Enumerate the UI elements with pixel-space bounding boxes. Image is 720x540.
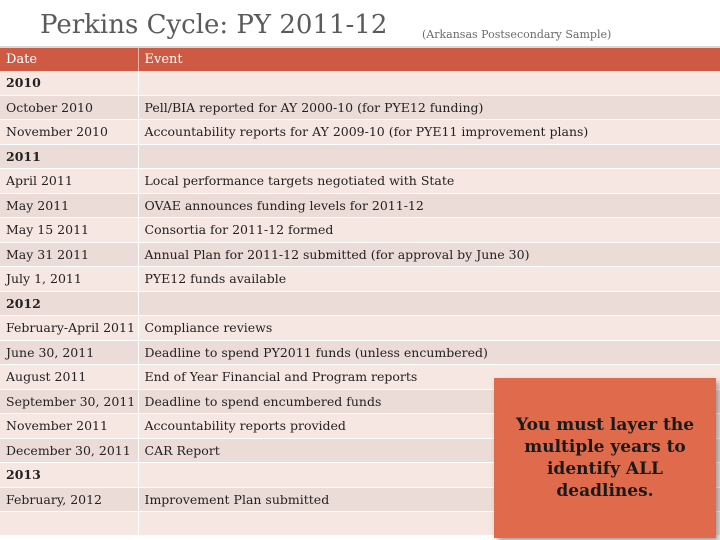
year-group-row <box>0 144 720 169</box>
callout-note: You must layer the multiple years to identify ALL deadlines. <box>494 378 716 538</box>
event-cell: Deadline to spend encumbered funds <box>138 389 720 414</box>
event-cell: Compliance reviews <box>138 316 720 341</box>
column-header-date: Date <box>0 48 138 71</box>
event-cell: Accountability reports for AY 2009-10 (for PYE11 improvement plans) <box>138 120 720 145</box>
event-cell <box>138 291 720 316</box>
date-cell: May 2011 <box>0 193 138 218</box>
table-header-row <box>0 48 720 71</box>
event-cell <box>138 144 720 169</box>
title-bar <box>0 0 720 49</box>
column-header-event: Event <box>138 48 720 71</box>
year-group-row <box>0 291 720 316</box>
table-row <box>0 267 720 292</box>
year-group-row <box>0 71 720 95</box>
table-row <box>0 120 720 145</box>
date-cell: November 2010 <box>0 120 138 145</box>
date-cell: February, 2012 <box>0 487 138 512</box>
date-cell: June 30, 2011 <box>0 340 138 365</box>
year-label: 2012 <box>0 291 138 316</box>
date-cell: September 30, 2011 <box>0 389 138 414</box>
date-cell: February-April 2011 <box>0 316 138 341</box>
event-cell: End of Year Financial and Program reports <box>138 365 720 390</box>
event-cell: Accountability reports provided <box>138 414 720 439</box>
event-cell: Local performance targets negotiated with State <box>138 169 720 194</box>
year-label: 2011 <box>0 144 138 169</box>
event-cell: Annual Plan for 2011-12 submitted (for approval by June 30) <box>138 242 720 267</box>
table-row <box>0 340 720 365</box>
date-cell: August 2011 <box>0 365 138 390</box>
event-cell: Pell/BIA reported for AY 2000-10 (for PYE12 funding) <box>138 95 720 120</box>
year-label: 2010 <box>0 71 138 95</box>
event-cell: Consortia for 2011-12 formed <box>138 218 720 243</box>
year-label: 2013 <box>0 463 138 488</box>
table-row <box>0 242 720 267</box>
date-cell <box>0 512 138 536</box>
date-cell: July 1, 2011 <box>0 267 138 292</box>
event-cell: Deadline to spend PY2011 funds (unless encumbered) <box>138 340 720 365</box>
date-cell: October 2010 <box>0 95 138 120</box>
table-row <box>0 169 720 194</box>
date-cell: November 2011 <box>0 414 138 439</box>
table-row <box>0 218 720 243</box>
event-cell: PYE12 funds available <box>138 267 720 292</box>
event-cell <box>138 71 720 95</box>
page-title: Perkins Cycle: PY 2011-12 <box>40 10 388 40</box>
table-row <box>0 95 720 120</box>
date-cell: May 15 2011 <box>0 218 138 243</box>
date-cell: May 31 2011 <box>0 242 138 267</box>
date-cell: December 30, 2011 <box>0 438 138 463</box>
page-subtitle: (Arkansas Postsecondary Sample) <box>422 28 612 41</box>
event-cell: OVAE announces funding levels for 2011-12 <box>138 193 720 218</box>
date-cell: April 2011 <box>0 169 138 194</box>
event-cell: CAR Report <box>138 438 720 463</box>
table-row <box>0 316 720 341</box>
event-cell: Improvement Plan submitted <box>138 487 720 512</box>
table-row <box>0 193 720 218</box>
